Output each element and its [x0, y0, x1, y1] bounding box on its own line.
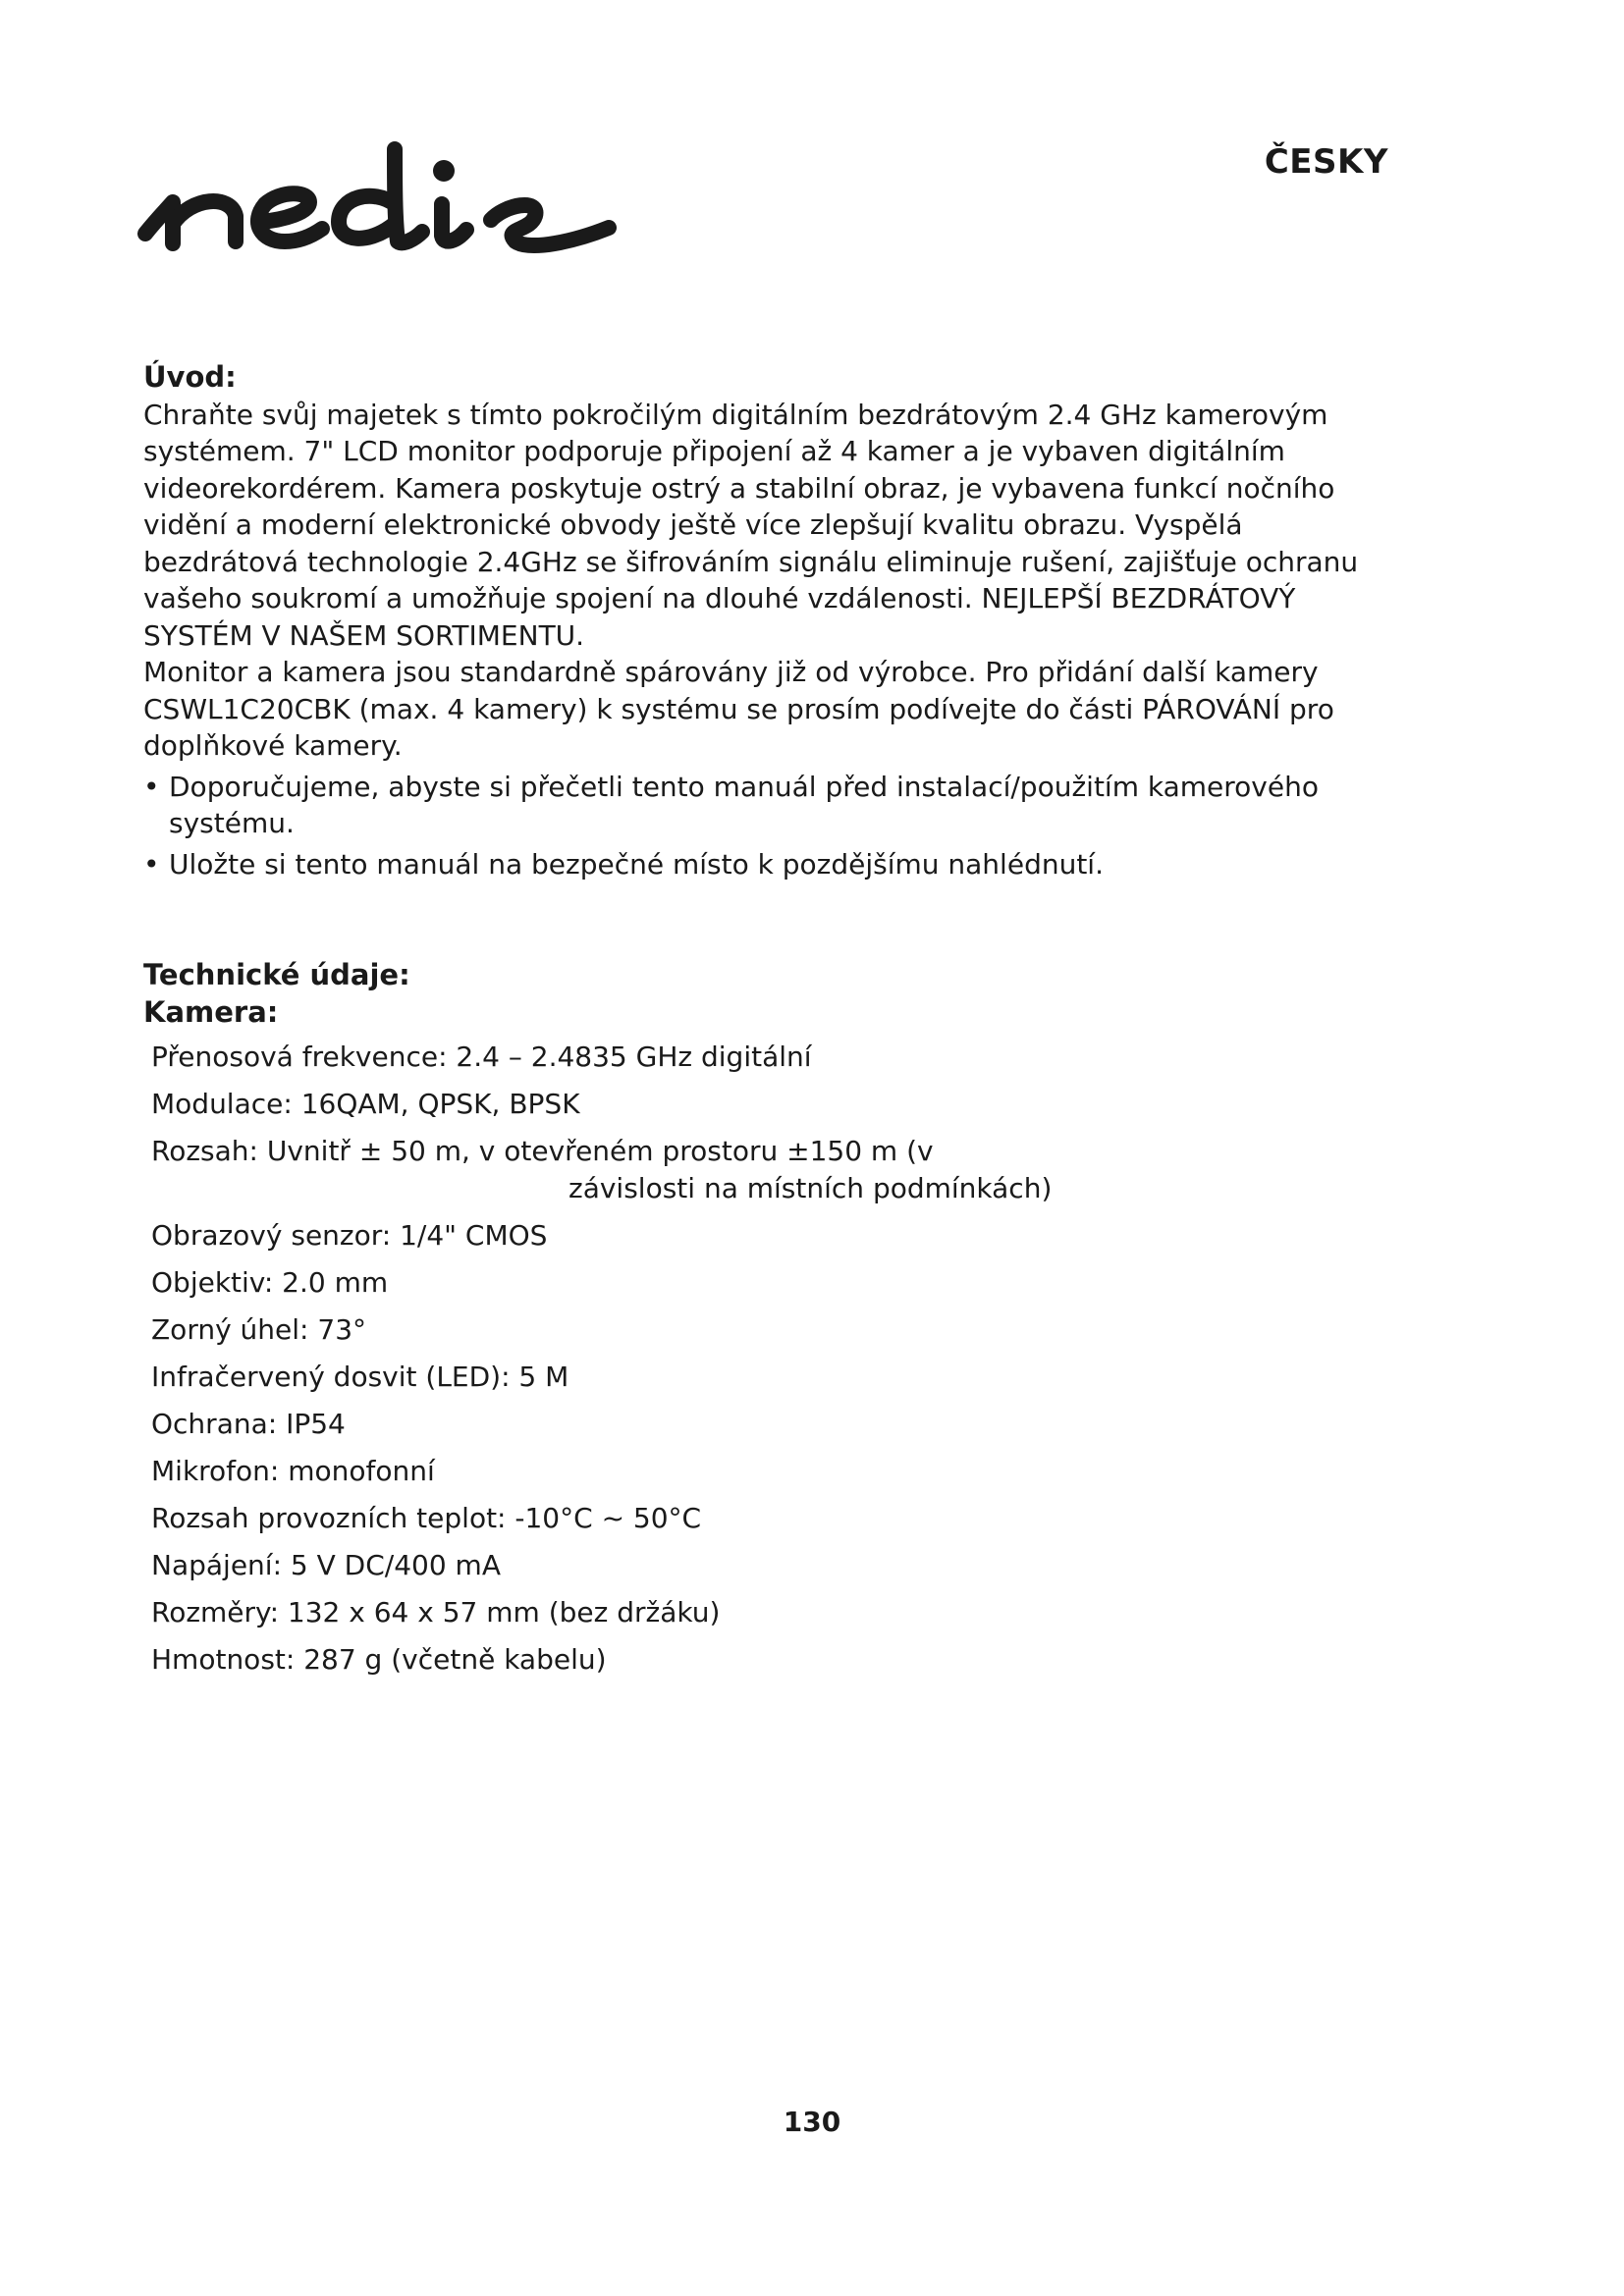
list-item: [143, 769, 1371, 842]
intro-paragraph-1: Chraňte svůj majetek s tímto pokročilým digitálním bezdrátovým 2.4 GHz kamerovým systémem. 7" LCD monitor podporuje připojení až 4 kamer a je vybaven digitálním videorekordérem. Kamera poskytuje ostrý a stabilní obraz, je vybavena funkcí nočního vidění a moderní elektronické obvody ještě více zlepšují kvalitu obrazu. Vyspělá bezdrátová technologie 2.4GHz se šifrováním signálu eliminuje rušení, zajišťuje ochranu vašeho soukromí a umožňuje spojení na dlouhé vzdálenosti. NEJLEPŠÍ BEZDRÁTOVÝ SYSTÉM V NAŠEM SORTIMENTU.: [143, 398, 1359, 652]
intro-bullet-list: [143, 769, 1371, 883]
intro-section: [143, 359, 1371, 882]
spec-item: Infračervený dosvit (LED): 5 M: [151, 1361, 569, 1393]
spec-item: Zorný úhel: 73°: [151, 1313, 367, 1346]
specs-section: [143, 957, 1371, 1679]
spec-item: Objektiv: 2.0 mm: [151, 1266, 389, 1299]
bullet-text: Uložte si tento manuál na bezpečné místo k pozdějšímu nahlédnutí.: [169, 847, 1104, 881]
logo-i-dot: [433, 160, 455, 182]
spec-list: [151, 1039, 1371, 1679]
camera-subheading: Kamera:: [143, 994, 279, 1029]
page-number: 130: [783, 2106, 841, 2138]
spec-item: [151, 1133, 1371, 1207]
intro-heading: Úvod:: [143, 360, 237, 394]
spec-item: Obrazový senzor: 1/4" CMOS: [151, 1219, 548, 1252]
nedis-logo-mark: [137, 126, 638, 263]
spec-item: Modulace: 16QAM, QPSK, BPSK: [151, 1088, 580, 1120]
spec-item: Rozměry: 132 x 64 x 57 mm (bez držáku): [151, 1596, 721, 1629]
spec-item: Mikrofon: monofonní: [151, 1455, 435, 1487]
bullet-text: Doporučujeme, abyste si přečetli tento manuál před instalací/použitím kamerového systému.: [169, 770, 1319, 839]
spec-item: Rozsah provozních teplot: -10°C ~ 50°C: [151, 1502, 702, 1534]
language-label: ČESKY: [1264, 142, 1388, 182]
spec-item: Přenosová frekvence: 2.4 – 2.4835 GHz digitální: [151, 1041, 812, 1073]
spec-item: Napájení: 5 V DC/400 mA: [151, 1549, 501, 1581]
spec-item: Ochrana: IP54: [151, 1408, 346, 1440]
spec-item: Hmotnost: 287 g (včetně kabelu): [151, 1643, 607, 1676]
document-body: [143, 359, 1371, 1688]
nedis-logo: [137, 126, 638, 263]
bullet-icon: •: [143, 847, 160, 881]
bullet-icon: •: [143, 770, 160, 803]
spec-item-text: Rozsah: Uvnitř ± 50 m, v otevřeném prostoru ±150 m (v: [151, 1135, 934, 1167]
intro-paragraph-2: Monitor a kamera jsou standardně spárovány již od výrobce. Pro přidání další kamery CSWL1C20CBK (max. 4 kamery) k systému se prosím podívejte do části PÁROVÁNÍ pro doplňkové kamery.: [143, 656, 1334, 762]
spec-item-continuation: závislosti na místních podmínkách): [568, 1172, 1053, 1204]
list-item: [143, 846, 1371, 883]
specs-heading: Technické údaje:: [143, 958, 410, 991]
